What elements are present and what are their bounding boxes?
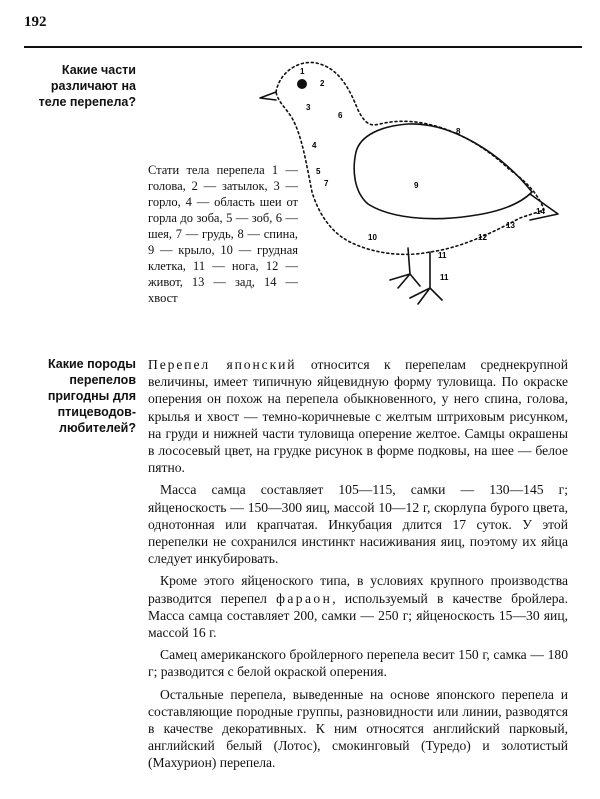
question-line: различают на <box>50 79 136 93</box>
bird-label: 11 <box>440 273 449 282</box>
bird-label: 11 <box>438 251 447 260</box>
bird-label: 1 <box>300 67 305 76</box>
bird-label: 8 <box>456 127 461 136</box>
question-line: перепелов <box>69 373 136 387</box>
question-line: пригодны для <box>47 389 136 403</box>
question-line: теле перепела? <box>38 95 136 109</box>
paragraph-text: относится к перепелам среднекрупной величины, имеет типичную яйцевидную форму туловища. По окраске оперения он похож на перепела обыкновенного, у него спина, голова, крылья и хвост — темно-коричневые с желтым штриховым рисунком, на груди и нижней части туловища оперение желтое. Самцы окрашены в лососевый цвет, на грудке рисунок в форме подковы, на шее — белое пятно. <box>148 357 568 476</box>
bird-leg-front <box>390 248 420 288</box>
page-number: 192 <box>24 14 47 30</box>
bird-eye <box>297 79 307 89</box>
question-line: Какие части <box>61 63 136 77</box>
bird-label: 7 <box>324 179 329 188</box>
paragraph-weights: Масса самца составляет 105—115, самки — 130—145 г; яйценоскость — 150—300 яиц, массой 10—12 г, скорлупа бурого цвета, однотонная или крапчатая. Инкубация длится 17 суток. У этой перепелки не сохранился инстинкт насиживания яиц, поэтому их яйца следует инкубировать. <box>148 482 568 567</box>
sidebar-question-breeds <box>24 356 136 436</box>
bird-label: 3 <box>306 103 311 112</box>
bird-beak <box>260 92 276 100</box>
paragraph-text: , используемый в качестве бройлера. Масса самца составляет 200, самки — 250 г; яйценоскость 15—30 яиц, массой 16 г. <box>148 590 568 641</box>
paragraph-pharaoh <box>148 572 568 641</box>
bird-label: 2 <box>320 79 325 88</box>
figure-caption: Стати тела перепела 1 — голова, 2 — затылок, 3 — горло, 4 — область шеи от горла до зоба, 5 — зоб, 6 — шея, 7 — грудь, 8 — спина, 9 — крыло, 10 — грудная клетка, 11 — нога, 12 — живот, 13 — зад, 14 — хвост <box>148 163 298 305</box>
question-line: любителей? <box>59 421 136 435</box>
question-line: Какие породы <box>47 357 136 371</box>
bird-label: 10 <box>368 233 377 242</box>
bird-label: 14 <box>536 207 545 216</box>
header-rule <box>24 46 582 48</box>
breed-name-spaced: Перепел японский <box>148 357 297 372</box>
paragraph-japanese-quail <box>148 356 568 476</box>
bird-label: 13 <box>506 221 515 230</box>
quail-illustration <box>240 52 580 312</box>
bird-outline <box>276 62 544 254</box>
paragraph-american-broiler: Самец американского бройлерного перепела весит 150 г, самка — 180 г; разводится с белой окраской оперения. <box>148 647 568 680</box>
bird-label: 6 <box>338 111 343 120</box>
bird-wing <box>354 124 532 219</box>
bird-label: 9 <box>414 181 419 190</box>
paragraph-text: Кроме этого яйценоского типа, в условиях крупного производства разводится перепел <box>148 573 568 606</box>
bird-label: 12 <box>478 233 487 242</box>
question-line: птицеводов- <box>57 405 136 419</box>
article-body <box>148 356 568 777</box>
bird-label: 4 <box>312 141 317 150</box>
sidebar-question-body-parts <box>24 62 136 110</box>
breed-name-spaced: фараон <box>276 590 333 606</box>
bird-label: 5 <box>316 167 321 176</box>
paragraph-decorative: Остальные перепела, выведенные на основе японского перепела и составляющие породные группы, разновидности или линии, разводятся в качестве декоративных. К ним относятся английский парковый, английский белый (Лотос), смокинговый (Туредо) и золотистый (Махурион) перепела. <box>148 686 568 771</box>
